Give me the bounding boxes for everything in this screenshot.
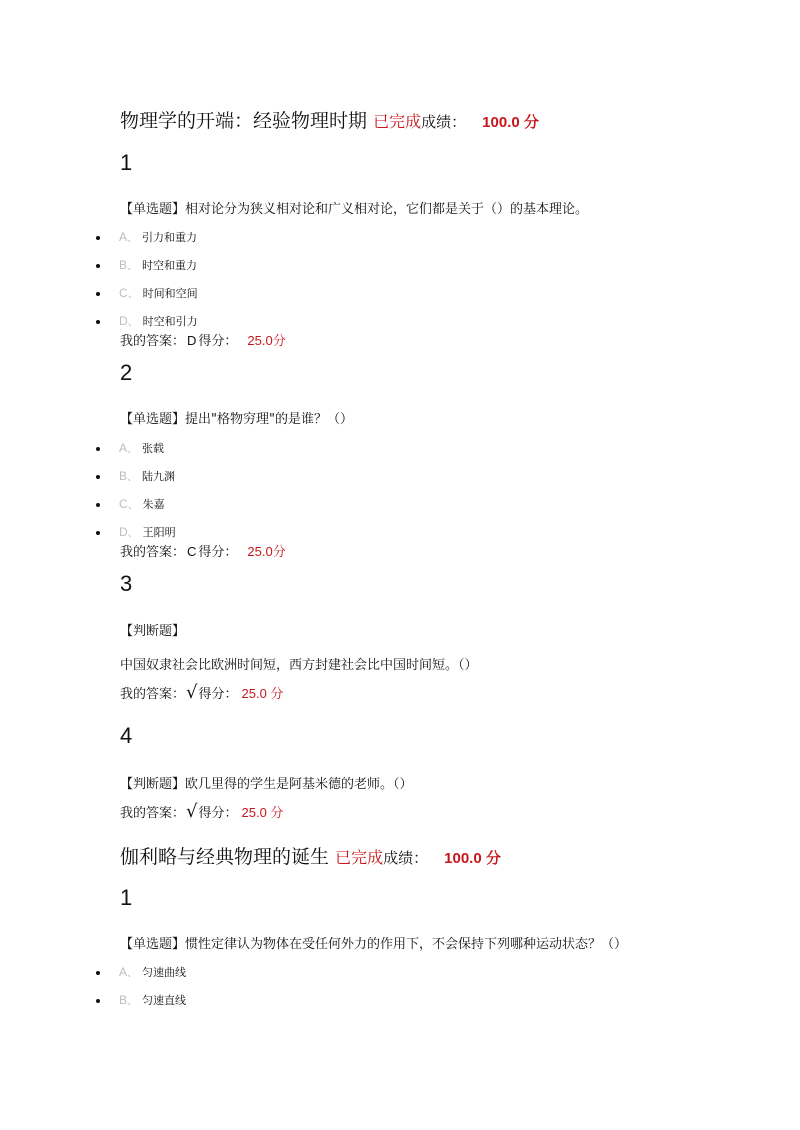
option-b[interactable] bbox=[96, 257, 197, 273]
points-value: 25.0 分 bbox=[241, 805, 284, 820]
option-separator: 、 bbox=[127, 498, 139, 511]
points-value: 25.0分 bbox=[247, 544, 286, 559]
question-number: 1 bbox=[120, 885, 133, 910]
my-answer-line bbox=[120, 801, 283, 822]
option-separator: 、 bbox=[127, 526, 139, 539]
check-mark-icon: √ bbox=[186, 682, 198, 703]
option-a[interactable] bbox=[96, 440, 164, 456]
option-text: 陆九渊 bbox=[142, 470, 176, 483]
option-letter: B bbox=[119, 469, 128, 483]
question-number: 3 bbox=[120, 571, 133, 596]
option-letter: B bbox=[119, 993, 128, 1007]
option-text: 朱嘉 bbox=[142, 498, 165, 511]
bullet-icon bbox=[96, 503, 100, 507]
option-a[interactable] bbox=[96, 229, 197, 245]
question-text: 【单选题】相对论分为狭义相对论和广义相对论，它们都是关于（）的基本理论。 bbox=[120, 202, 589, 217]
bullet-icon bbox=[96, 292, 100, 296]
section-score: 100.0 分 bbox=[444, 850, 501, 867]
option-c[interactable] bbox=[96, 285, 198, 301]
answer-value: C bbox=[187, 544, 197, 559]
section-title bbox=[120, 842, 501, 869]
option-letter: D bbox=[119, 525, 128, 539]
question-number: 1 bbox=[120, 150, 133, 175]
points-label: 得分： bbox=[198, 806, 238, 821]
my-answer-line bbox=[120, 682, 283, 703]
option-letter: A bbox=[119, 965, 128, 979]
bullet-icon bbox=[96, 264, 100, 268]
points-label: 得分： bbox=[198, 687, 238, 702]
answer-label: 我的答案： bbox=[120, 806, 186, 821]
answer-label: 我的答案： bbox=[120, 687, 186, 702]
option-text: 张载 bbox=[142, 442, 165, 455]
option-d[interactable] bbox=[96, 524, 176, 540]
completion-status: 已完成 bbox=[335, 848, 384, 867]
question-number: 4 bbox=[120, 723, 133, 748]
score-label: 成绩： bbox=[421, 113, 467, 131]
bullet-icon bbox=[96, 320, 100, 324]
option-b[interactable] bbox=[96, 992, 186, 1008]
option-c[interactable] bbox=[96, 496, 165, 512]
option-letter: A bbox=[119, 230, 128, 244]
option-text: 时空和引力 bbox=[142, 315, 198, 328]
option-b[interactable] bbox=[96, 468, 175, 484]
points-label: 得分： bbox=[198, 545, 238, 560]
option-d[interactable] bbox=[96, 313, 198, 329]
option-text: 时间和空间 bbox=[142, 287, 198, 300]
section-name: 伽利略与经典物理的诞生 bbox=[120, 846, 330, 868]
answer-label: 我的答案： bbox=[120, 334, 186, 349]
option-text: 匀速直线 bbox=[142, 994, 187, 1007]
question-text: 【判断题】欧几里得的学生是阿基米德的老师。（） bbox=[120, 777, 413, 792]
option-text: 匀速曲线 bbox=[142, 966, 187, 979]
option-letter: C bbox=[119, 497, 128, 511]
option-a[interactable] bbox=[96, 964, 186, 980]
option-letter: C bbox=[119, 286, 128, 300]
bullet-icon bbox=[96, 999, 100, 1003]
points-value: 25.0分 bbox=[247, 333, 286, 348]
bullet-icon bbox=[96, 971, 100, 975]
option-separator: 、 bbox=[127, 287, 139, 300]
bullet-icon bbox=[96, 236, 100, 240]
bullet-icon bbox=[96, 447, 100, 451]
option-text: 王阳明 bbox=[142, 526, 176, 539]
question-text: 中国奴隶社会比欧洲时间短，西方封建社会比中国时间短。（） bbox=[120, 658, 478, 673]
question-type: 【判断题】 bbox=[120, 624, 186, 639]
score-label: 成绩： bbox=[383, 849, 429, 867]
option-letter: B bbox=[119, 258, 128, 272]
answer-label: 我的答案： bbox=[120, 545, 186, 560]
check-mark-icon: √ bbox=[186, 801, 198, 822]
option-separator: 、 bbox=[127, 470, 139, 483]
bullet-icon bbox=[96, 531, 100, 535]
option-separator: 、 bbox=[127, 231, 139, 244]
option-text: 时空和重力 bbox=[142, 259, 198, 272]
option-text: 引力和重力 bbox=[142, 231, 198, 244]
option-separator: 、 bbox=[127, 994, 139, 1007]
question-text: 【单选题】提出"格物穷理"的是谁？（） bbox=[120, 412, 353, 427]
option-separator: 、 bbox=[127, 259, 139, 272]
points-value: 25.0 分 bbox=[241, 686, 284, 701]
section-title bbox=[120, 106, 539, 133]
option-letter: A bbox=[119, 441, 128, 455]
question-text: 【单选题】惯性定律认为物体在受任何外力的作用下，不会保持下列哪种运动状态？（） bbox=[120, 937, 628, 952]
option-separator: 、 bbox=[127, 442, 139, 455]
bullet-icon bbox=[96, 475, 100, 479]
section-name: 物理学的开端：经验物理时期 bbox=[120, 110, 368, 132]
option-separator: 、 bbox=[127, 315, 139, 328]
my-answer-line bbox=[120, 330, 286, 349]
option-separator: 、 bbox=[127, 966, 139, 979]
question-number: 2 bbox=[120, 360, 133, 385]
completion-status: 已完成 bbox=[373, 112, 422, 131]
option-letter: D bbox=[119, 314, 128, 328]
my-answer-line bbox=[120, 541, 286, 560]
section-score: 100.0 分 bbox=[482, 114, 539, 131]
points-label: 得分： bbox=[198, 334, 238, 349]
answer-value: D bbox=[187, 333, 197, 348]
